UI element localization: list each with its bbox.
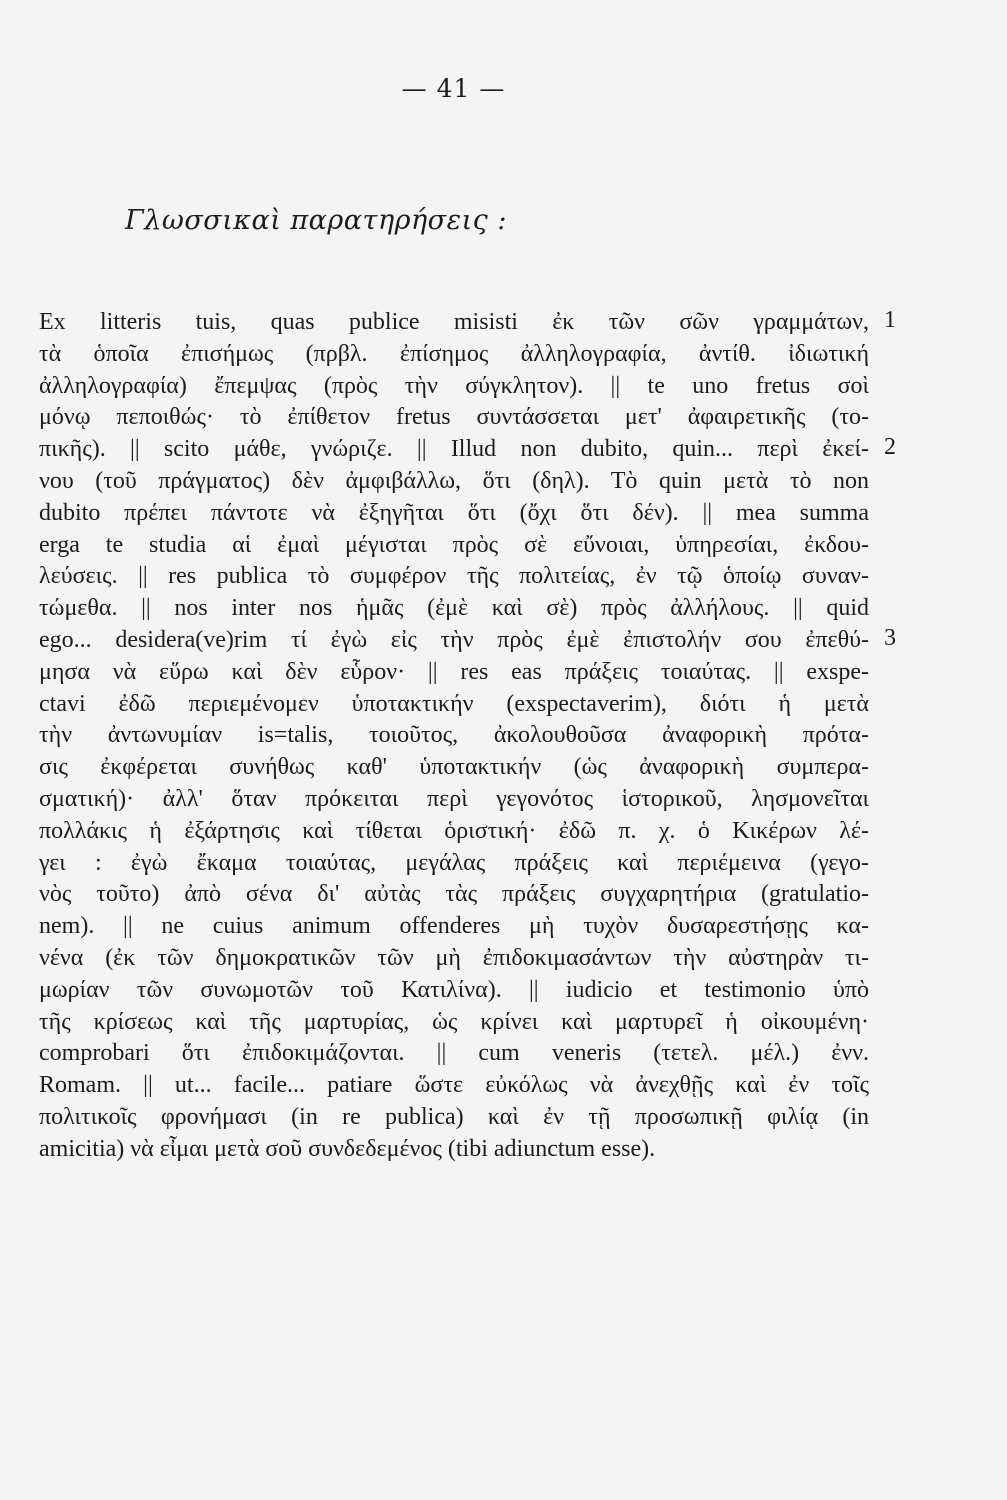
section-heading: Γλωσσικαὶ παρατηρήσεις : <box>125 205 507 236</box>
text-line: dubito πρέπει πάντοτε νὰ ἐξηγῆται ὅτι (ὄχι ὅτι δέν). || mea summa <box>39 499 869 526</box>
text-line: σματική)· ἀλλ' ὅταν πρόκειται περὶ γεγονότος ἱστορικοῦ, λησμονεῖται <box>39 785 869 812</box>
text-line: Ex litteris tuis, quas publice misisti ἐκ τῶν σῶν γραμμάτων, <box>39 309 869 335</box>
text-line: πικῆς). || scito μάθε, γνώριζε. || Illud non dubito, quin... περὶ ἐκεί- <box>39 436 869 463</box>
margin-number: 1 <box>884 307 896 333</box>
margin-number: 2 <box>884 434 896 461</box>
text-line: πολλάκις ἡ ἐξάρτησις καὶ τίθεται ὁριστική· ἐδῶ π. χ. ὁ Κικέρων λέ- <box>39 817 869 844</box>
text-line: τὴν ἀντωνυμίαν is=talis, τοιοῦτος, ἀκολουθοῦσα ἀναφορικὴ πρότα- <box>39 722 869 749</box>
page-number: — 41 — <box>401 74 506 103</box>
text-line: τῆς κρίσεως καὶ τῆς μαρτυρίας, ὡς κρίνει καὶ μαρτυρεῖ ἡ οἰκουμένη· <box>39 1008 869 1035</box>
text-line: νένα (ἐκ τῶν δημοκρατικῶν τῶν μὴ ἐπιδοκιμασάντων τὴν αὐστηρὰν τι- <box>39 944 869 971</box>
margin-number: 3 <box>884 625 896 651</box>
text-line: nem). || ne cuius animum offenderes μὴ τυχὸν δυσαρεστήσῃς κα- <box>39 913 869 940</box>
text-line: πολιτικοῖς φρονήμασι (in re publica) καὶ ἐν τῇ προσωπικῇ φιλίᾳ (in <box>39 1103 869 1130</box>
text-line: erga te studia αἱ ἐμαὶ μέγισται πρὸς σὲ εὔνοιαι, ὑπηρεσίαι, ἐκδου- <box>39 531 869 558</box>
text-line: amicitia) νὰ εἶμαι μετὰ σοῦ συνδεδεμένος (tibi adiunctum esse). <box>39 1135 656 1162</box>
text-line: γει : ἐγὼ ἔκαμα τοιαύτας, μεγάλας πράξεις καὶ περιέμεινα (γεγο- <box>39 849 869 876</box>
text-line: τώμεθα. || nos inter nos ἡμᾶς (ἐμὲ καὶ σὲ) πρὸς ἀλλήλους. || quid <box>39 595 869 622</box>
text-line: ego... desidera(ve)rim τί ἐγὼ εἰς τὴν πρὸς ἐμὲ ἐπιστολήν σου ἐπεθύ- <box>39 626 869 653</box>
text-line: σις ἐκφέρεται συνήθως καθ' ὑποτακτικήν (ὡς ἀναφορικὴ συμπερα- <box>39 754 869 781</box>
text-line: Romam. || ut... facile... patiare ὥστε εὐκόλως νὰ ἀνεχθῇς καὶ ἐν τοῖς <box>39 1072 869 1099</box>
text-line: νὸς τοῦτο) ἀπὸ σένα δι' αὐτὰς τὰς πράξεις συγχαρητήρια (gratulatio- <box>39 881 869 908</box>
text-line: ἀλληλογραφία) ἔπεμψας (πρὸς τὴν σύγκλητον). || te uno fretus σοὶ <box>39 372 869 399</box>
body-text <box>39 307 869 1166</box>
text-line: comprobari ὅτι ἐπιδοκιμάζονται. || cum veneris (τετελ. μέλ.) ἐνν. <box>39 1040 869 1067</box>
text-line: λεύσεις. || res publica τὸ συμφέρον τῆς πολιτείας, ἐν τῷ ὁποίῳ συναν- <box>39 563 869 590</box>
text-line: ctavi ἐδῶ περιεμένομεν ὑποτακτικήν (exspectaverim), διότι ἡ μετὰ <box>39 690 869 717</box>
text-line: μόνῳ πεποιθώς· τὸ ἐπίθετον fretus συντάσσεται μετ' ἀφαιρετικῆς (το- <box>39 404 869 431</box>
text-line: νου (τοῦ πράγματος) δὲν ἀμφιβάλλω, ὅτι (δηλ). Τὸ quin μετὰ τὸ non <box>39 467 869 494</box>
text-line: τὰ ὁποῖα ἐπισήμως (πρβλ. ἐπίσημος ἀλληλογραφία, ἀντίθ. ἰδιωτική <box>39 340 869 367</box>
text-line: μωρίαν τῶν συνωμοτῶν τοῦ Κατιλίνα). || iudicio et testimonio ὑπὸ <box>39 976 869 1003</box>
text-line: μησα νὰ εὕρω καὶ δὲν εὗρον· || res eas πράξεις τοιαύτας. || exspe- <box>39 658 869 685</box>
